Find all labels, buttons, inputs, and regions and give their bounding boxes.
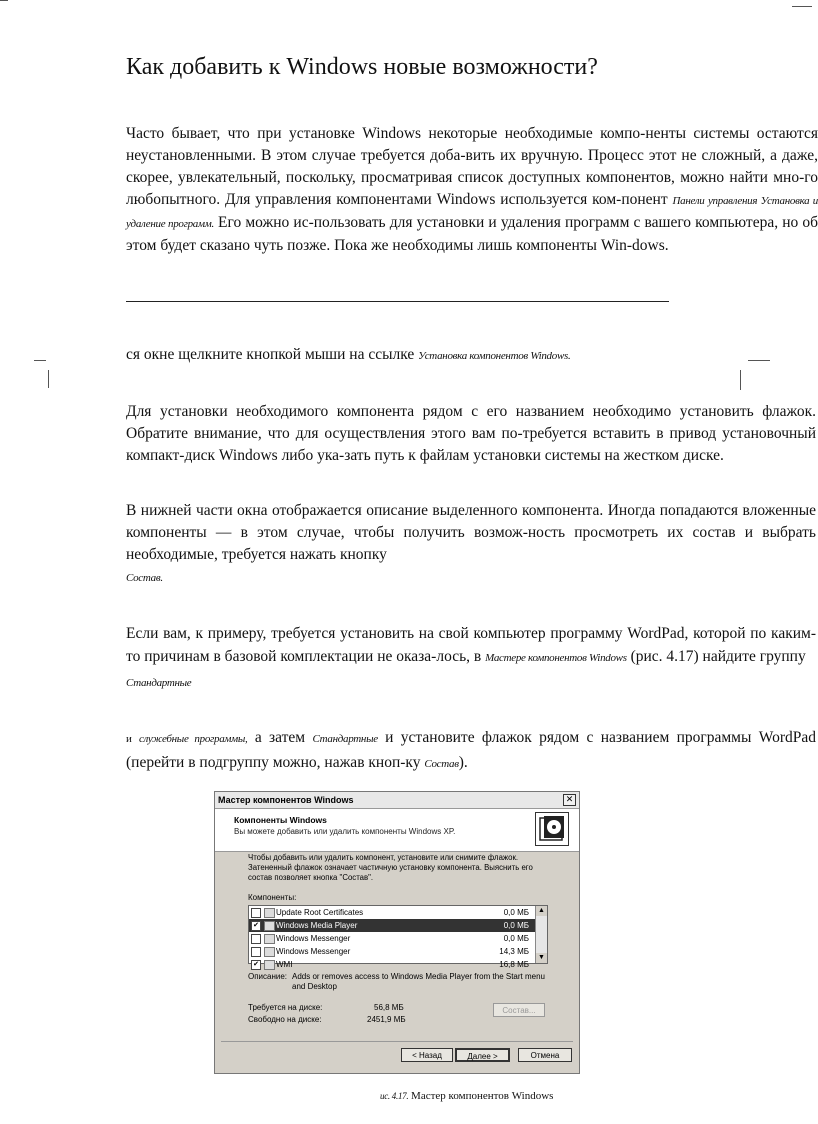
component-size: 0,0 МБ [503, 934, 529, 943]
page-title: Как добавить к Windows новые возможности? [126, 54, 598, 80]
list-item[interactable] [249, 906, 547, 919]
caption-text: Мастер компонентов Windows [411, 1090, 554, 1102]
paragraph-text: Его можно ис-пользовать для установки и удаления программ с вашего компьютера, но об этом будет сказано чуть позже. Пока же необходимы лишь компоненты Win-dows. [126, 214, 818, 254]
component-checkbox[interactable]: ✔ [251, 960, 261, 970]
paragraph-checkbox: Для установки необходимого компонента рядом с его названием необходимо установить флажок. Обратите внимание, что для осуществления этого вам по-требуется вставить в привод установочный компакт-диск Windows либо ука-зать путь к файлам установки системы на жестком диске. [126, 403, 816, 464]
list-item[interactable] [249, 932, 547, 945]
inline-reference: служебные программы, [138, 733, 248, 745]
dialog-header [215, 809, 579, 852]
crop-mark [792, 6, 812, 7]
next-button[interactable]: Далее > [455, 1048, 510, 1062]
figure-caption [380, 1090, 553, 1102]
component-name: Update Root Certificates [276, 908, 364, 917]
paragraph-text: Часто бывает, что при установке Windows некоторые необходимые компо-ненты системы остаются неустановленными. В этом случае требуется доба-вить их вручную. Процесс этот не сложный, а даже, скорее, увлекательный, поскольку, просматривая список доступных компонентов, можно найти мно-го любопытного. Для управления компонентами Windows используется ком-понент [126, 125, 818, 208]
component-size: 16,8 МБ [499, 960, 529, 969]
required-space-value: 56,8 МБ [374, 1003, 404, 1012]
component-size: 14,3 МБ [499, 947, 529, 956]
component-checkbox[interactable] [251, 947, 261, 957]
inline-reference: Установка компонентов Windows. [418, 350, 571, 362]
component-name: WMI [276, 960, 293, 969]
list-item[interactable] [249, 945, 547, 958]
inline-reference: Панели управления Установка и удаление программ. [126, 195, 818, 230]
component-name: Windows Media Player [276, 921, 358, 930]
back-button[interactable]: < Назад [401, 1048, 453, 1062]
free-space-value: 2451,9 МБ [367, 1015, 406, 1024]
paragraph-link-instruction [126, 344, 816, 367]
components-list[interactable] [248, 905, 548, 969]
scroll-down-icon[interactable]: ▼ [536, 953, 547, 963]
paragraph-text: и установите флажок рядом с названием программы WordPad (перейти в подгруппу можно, нажав кноп-ку [126, 729, 817, 771]
component-checkbox[interactable] [251, 908, 261, 918]
component-checkbox[interactable]: ✔ [251, 921, 261, 931]
paragraph-intro [126, 123, 818, 257]
crop-mark [0, 0, 8, 1]
paragraph-text: В нижней части окна отображается описание выделенного компонента. Иногда попадаются вложенные компоненты — в этом случае, чтобы получить возмож-ность просмотреть их состав и выбрать необходимые, требуется нажать кнопку [126, 502, 816, 563]
free-space-label: Свободно на диске: [248, 1015, 322, 1024]
component-name: Windows Messenger [276, 934, 351, 943]
dialog-instructions: Чтобы добавить или удалить компонент, установите или снимите флажок. Затененный флажок означает частичную установку компонента. Выяснить его состав позволяет кнопка "Состав". [248, 853, 533, 882]
inline-reference: Состав [424, 758, 459, 770]
component-icon [264, 908, 275, 918]
divider [126, 301, 669, 302]
description-label: Описание: [248, 972, 288, 981]
inline-reference: Мастере компонентов Windows [485, 652, 627, 664]
component-checkbox[interactable] [251, 934, 261, 944]
components-wizard-dialog [214, 791, 580, 1074]
component-icon [264, 934, 275, 944]
component-icon [264, 921, 275, 931]
paragraph-text: (рис. 4.17) найдите группу [630, 648, 806, 665]
paragraph-wordpad [126, 622, 816, 695]
component-size: 0,0 МБ [503, 921, 529, 930]
list-item[interactable] [249, 919, 547, 932]
list-scrollbar[interactable] [535, 906, 547, 963]
list-item[interactable] [249, 958, 547, 971]
header-subtitle: Вы можете добавить или удалить компоненты Windows XP. [234, 827, 456, 836]
header-title: Компоненты Windows [234, 815, 327, 825]
component-name: Windows Messenger [276, 947, 351, 956]
paragraph-text: а затем [254, 729, 306, 746]
component-icon [264, 960, 275, 970]
inline-reference: Состав. [126, 572, 163, 584]
paragraph-wordpad-continued [126, 726, 816, 776]
component-size: 0,0 МБ [503, 908, 529, 917]
close-icon[interactable]: ✕ [563, 794, 576, 806]
paragraph-text: Если вам, к примеру, требуется установить на свой компьютер программу WordPad, которой по каким-то причинам в базовой комплектации не оказа-лось, в [126, 625, 816, 665]
description-text: Adds or removes access to Windows Media Player from the Start menu and Desktop [292, 972, 545, 991]
required-space-label: Требуется на диске: [248, 1003, 323, 1012]
cancel-button[interactable]: Отмена [518, 1048, 572, 1062]
dialog-title: Мастер компонентов Windows [218, 795, 354, 805]
paragraph-text: и [126, 733, 132, 745]
inline-reference: Стандартные [126, 677, 192, 689]
components-label: Компоненты: [248, 893, 297, 902]
paragraph-text: ). [458, 754, 468, 771]
dialog-separator [221, 1041, 573, 1042]
crop-mark [48, 370, 49, 388]
wizard-cd-icon [535, 812, 569, 846]
inline-reference: Стандартные [312, 733, 378, 745]
paragraph-description [126, 500, 816, 589]
component-icon [264, 947, 275, 957]
scroll-up-icon[interactable]: ▲ [536, 906, 547, 916]
crop-mark [34, 360, 46, 361]
paragraph-text: ся окне щелкните кнопкой мыши на ссылке [126, 346, 415, 363]
details-button[interactable]: Состав... [493, 1003, 545, 1017]
crop-mark [740, 370, 741, 390]
caption-number: ис. 4.17. [380, 1091, 409, 1101]
dialog-titlebar [215, 792, 579, 809]
